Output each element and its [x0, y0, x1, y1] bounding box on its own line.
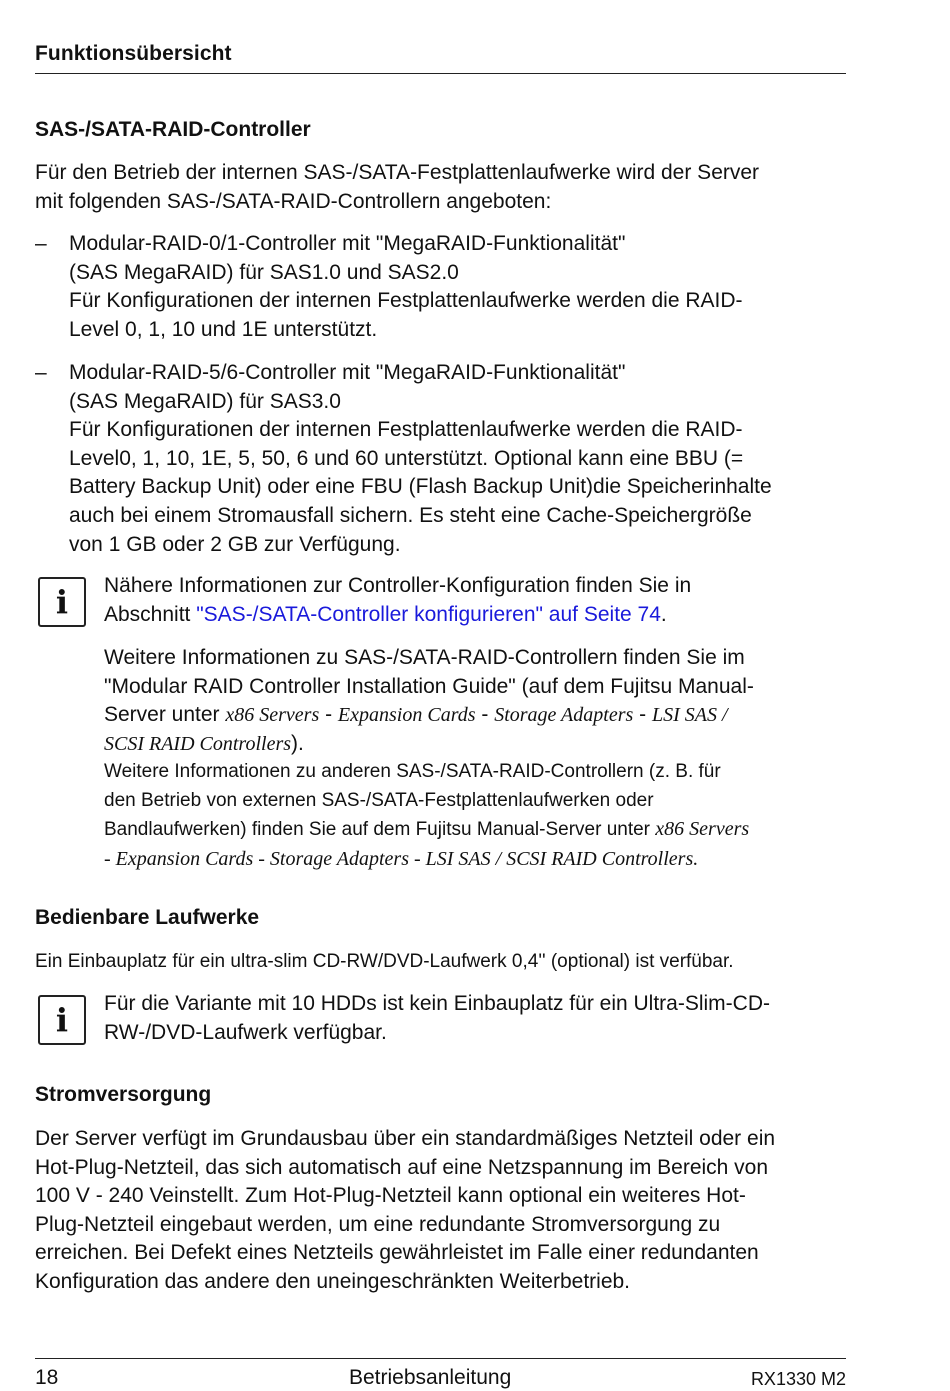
note-other-controllers: Weitere Informationen zu anderen SAS-/SATA-RAID-Controllern (z. B. für den Betrieb von externen SAS-/SATA-Festplattenlaufwerken oder Bandlaufwerken) finden Sie auf dem Fujitsu Manual-Server unter x86 Servers - Expansion Cards - Storage Adapters - LSI SAS / SCSI RAID Controllers. — [104, 761, 750, 870]
info-note-hdd-variant: Für die Variante mit 10 HDDs ist kein Einbauplatz für ein Ultra-Slim-CD- RW-/DVD-Laufwerk verfügbar. — [104, 992, 770, 1044]
cross-reference-link[interactable]: "SAS-/SATA-Controller konfigurieren" auf Seite 74 — [196, 602, 661, 626]
header-divider — [35, 73, 846, 74]
section-heading-power: Stromversorgung — [35, 1083, 212, 1106]
power-text: Der Server verfügt im Grundausbau über ein standardmäßiges Netzteil oder ein Hot-Plug-Netzteil, das sich automatisch auf eine Netzspannung im Bereich von 100 V - 240 Veinstellt. Zum Hot-Plug-Netzteil kann optional ein weiteres Hot- Plug-Netzteil eingebaut werden, um eine redundante Stromversorgung zu erreichen. Bei Defekt eines Netzteils gewährleistet im Falle einer redundanten Konfiguration das andere den uneingeschränkten Weiterbetrieb. — [35, 1127, 776, 1293]
list-item-raid-5-6: Modular-RAID-5/6-Controller mit "MegaRAID-Funktionalität" (SAS MegaRAID) für SAS3.0 Für Konfigurationen der internen Festplattenlaufwerke werden die RAID- Level0, 1, 10, 1E, 5, 50, 6 und 60 unterstützt. Optional kann eine BBU (= Battery Backup Unit) oder eine FBU (Flash Backup Unit)die Speicherinhalte auch bei einem Stromausfall sichern. Es steht eine Cache-Speichergröße von 1 GB oder 2 GB zur Verfügung. — [69, 361, 772, 556]
list-bullet: – — [35, 361, 47, 384]
info-icon: i — [38, 577, 86, 627]
running-header: Funktionsübersicht — [35, 42, 232, 65]
section-heading-drives: Bedienbare Laufwerke — [35, 906, 260, 929]
footer-title: Betriebsanleitung — [349, 1366, 512, 1389]
footer-model: RX1330 M2 — [750, 1369, 846, 1389]
info-note-controller-config: Nähere Informationen zur Controller-Konfiguration finden Sie in Abschnitt "SAS-/SATA-Controller konfigurieren" auf Seite 74. — [104, 574, 692, 626]
list-item-raid-0-1: Modular-RAID-0/1-Controller mit "MegaRAID-Funktionalität" (SAS MegaRAID) für SAS1.0 und SAS2.0 Für Konfigurationen der internen Festplattenlaufwerke werden die RAID- Level 0, 1, 10 und 1E unterstützt. — [69, 232, 743, 341]
raid-intro: Für den Betrieb der internen SAS-/SATA-Festplattenlaufwerke wird der Server mit folgenden SAS-/SATA-RAID-Controllern angeboten: — [35, 161, 760, 213]
info-icon: i — [38, 995, 86, 1045]
footer-divider — [35, 1358, 846, 1359]
note-raid-guide: Weitere Informationen zu SAS-/SATA-RAID-Controllern finden Sie im "Modular RAID Controller Installation Guide" (auf dem Fujitsu Manual- Server unter x86 Servers - Expansion Cards - Storage Adapters - LSI SAS / SCSI RAID Controllers). — [104, 646, 754, 755]
drives-text: Ein Einbauplatz für ein ultra-slim CD-RW/DVD-Laufwerk 0,4'' (optional) ist verfübar. — [35, 951, 734, 972]
section-heading-raid: SAS-/SATA-RAID-Controller — [35, 118, 311, 141]
list-bullet: – — [35, 232, 47, 255]
page-number: 18 — [35, 1366, 59, 1389]
